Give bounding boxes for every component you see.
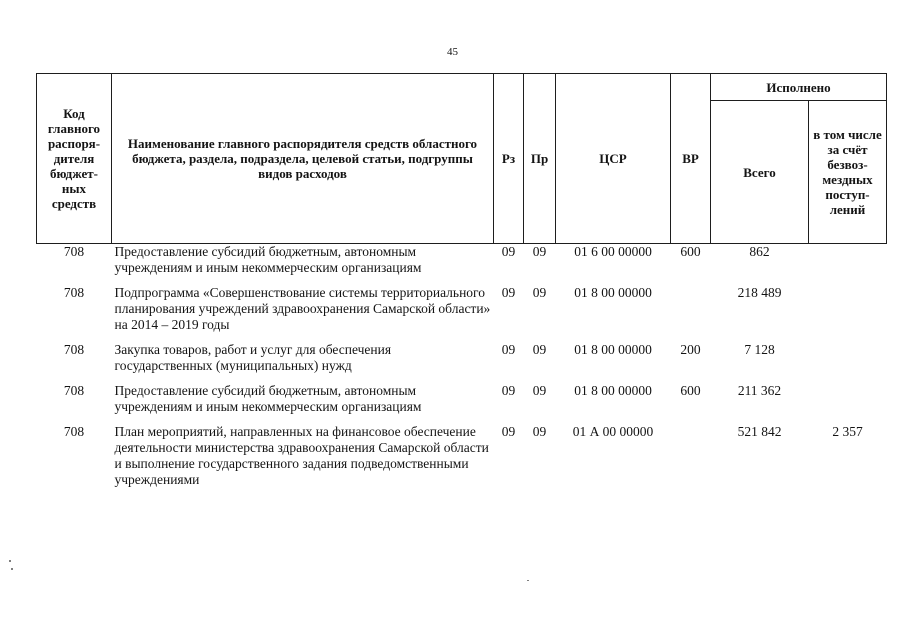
cell-name: Закупка товаров, работ и услуг для обеспечения государственных (муниципальных) нужд bbox=[114, 342, 392, 373]
cell-vr bbox=[671, 424, 711, 497]
cell-rz: 09 bbox=[501, 383, 516, 398]
cell-total: 218 489 bbox=[737, 285, 782, 300]
header-vr: ВР bbox=[671, 74, 711, 244]
cell-rz: 09 bbox=[501, 424, 516, 439]
table-row bbox=[37, 342, 887, 383]
cell-name: Предоставление субсидий бюджетным, автономным учреждениям и иным некоммерческим организациям bbox=[114, 244, 422, 275]
cell-code: 708 bbox=[63, 424, 85, 439]
table-row bbox=[37, 285, 887, 342]
cell-code: 708 bbox=[63, 285, 85, 300]
cell-total: 211 362 bbox=[737, 383, 782, 398]
cell-vr: 600 bbox=[680, 383, 701, 398]
cell-code: 708 bbox=[63, 383, 85, 398]
header-csr: ЦСР bbox=[556, 74, 671, 244]
table-row bbox=[37, 424, 887, 497]
table-row bbox=[37, 383, 887, 424]
cell-total: 862 bbox=[749, 244, 770, 259]
cell-name: План мероприятий, направленных на финансовое обеспечение деятельности министерства здравоохранения Самарской области и выполнение государственного задания подведомственными учреждениями bbox=[114, 424, 489, 487]
header-executed: Исполнено bbox=[711, 74, 887, 101]
header-pr: Пр bbox=[524, 74, 556, 244]
header-rz: Рз bbox=[494, 74, 524, 244]
header-name: Наименование главного распорядителя средств областного бюджета, раздела, подраздела, целевой статьи, подгруппы видов расходов bbox=[112, 74, 494, 244]
page-number: 45 bbox=[447, 46, 458, 58]
cell-total: 521 842 bbox=[737, 424, 782, 439]
scan-speck bbox=[527, 580, 529, 581]
cell-csr: 01 8 00 00000 bbox=[574, 285, 652, 300]
cell-csr: 01 8 00 00000 bbox=[574, 383, 652, 398]
cell-pr: 09 bbox=[532, 342, 547, 357]
cell-rz: 09 bbox=[501, 244, 516, 259]
header-incl-free: в том числе за счёт безвоз-мездных поступ-лений bbox=[809, 101, 887, 244]
cell-code: 708 bbox=[63, 244, 85, 259]
table-header bbox=[37, 74, 887, 244]
cell-incl-free bbox=[809, 383, 887, 424]
cell-incl-free bbox=[809, 285, 887, 342]
cell-pr: 09 bbox=[532, 285, 547, 300]
cell-csr: 01 6 00 00000 bbox=[574, 244, 652, 259]
cell-total: 7 128 bbox=[744, 342, 775, 357]
cell-vr: 200 bbox=[680, 342, 701, 357]
header-total: Всего bbox=[711, 101, 809, 244]
scan-speck bbox=[11, 568, 13, 570]
cell-vr: 600 bbox=[680, 244, 701, 259]
cell-name: Подпрограмма «Совершенствование системы территориального планирования учреждений здравоохранения Самарской области» на 2014 – 2019 годы bbox=[114, 285, 491, 332]
cell-incl-free bbox=[809, 342, 887, 383]
cell-pr: 09 bbox=[532, 383, 547, 398]
cell-incl-free: 2 357 bbox=[832, 424, 863, 439]
budget-table bbox=[36, 73, 887, 497]
cell-pr: 09 bbox=[532, 244, 547, 259]
cell-rz: 09 bbox=[501, 342, 516, 357]
cell-csr: 01 8 00 00000 bbox=[574, 342, 652, 357]
cell-name: Предоставление субсидий бюджетным, автономным учреждениям и иным некоммерческим организациям bbox=[114, 383, 422, 414]
header-code: Код главного распоря-дителя бюджет-ных средств bbox=[37, 74, 112, 244]
cell-vr bbox=[671, 285, 711, 342]
cell-code: 708 bbox=[63, 342, 85, 357]
cell-pr: 09 bbox=[532, 424, 547, 439]
table-row bbox=[37, 244, 887, 286]
cell-rz: 09 bbox=[501, 285, 516, 300]
scan-speck bbox=[9, 560, 11, 562]
cell-csr: 01 А 00 00000 bbox=[572, 424, 654, 439]
cell-incl-free bbox=[809, 244, 887, 286]
